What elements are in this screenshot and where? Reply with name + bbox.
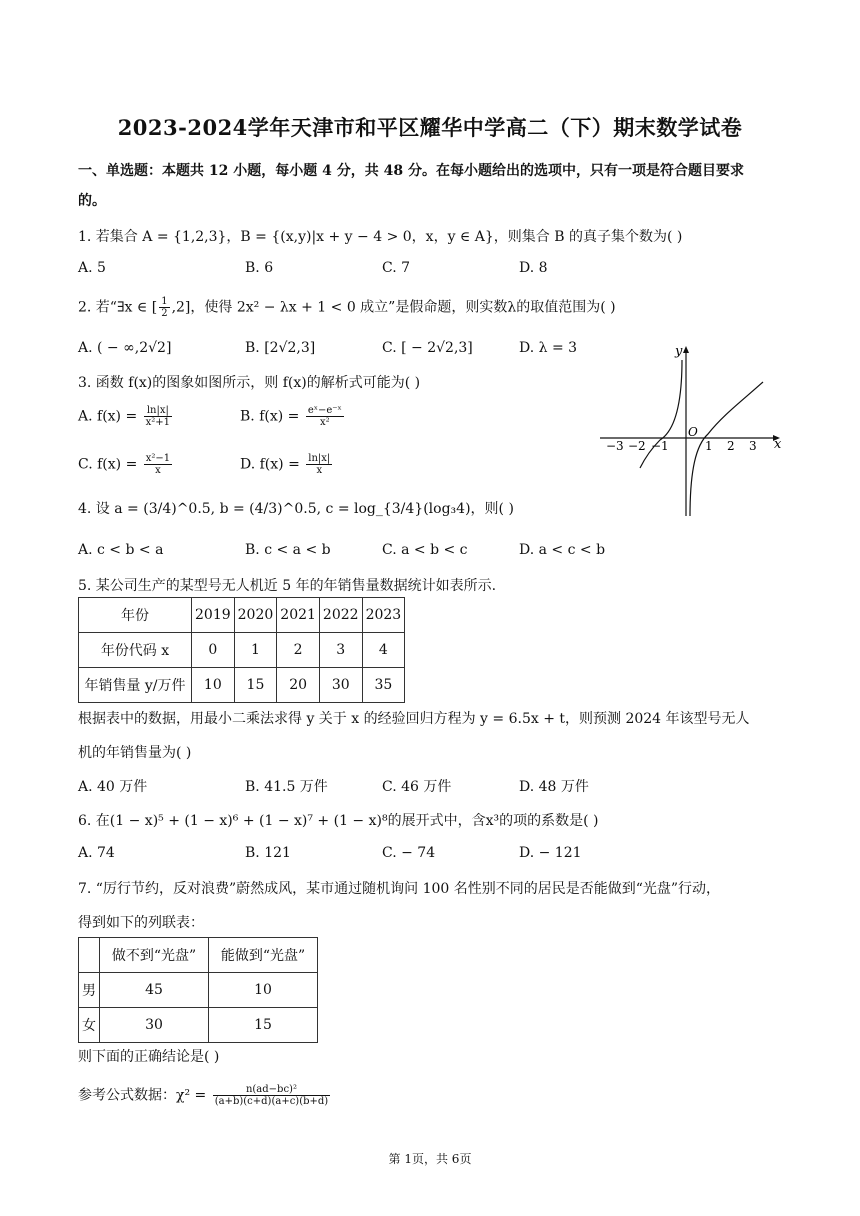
- y-axis-arrow: [683, 346, 689, 353]
- table-row: [79, 1008, 318, 1043]
- origin-label: O: [688, 425, 698, 439]
- q4-text: 4. 设 a = (3/4)^0.5, b = (4/3)^0.5, c = log_{3/4}(log₃4)，则( ): [78, 501, 514, 517]
- table-cell: 年份: [79, 598, 192, 633]
- q5-option-a: A. 40 万件: [78, 779, 148, 795]
- question-5-text2: 根据表中的数据，用最小二乘法求得 y 关于 x 的经验回归方程为 y = 6.5x + t，则预测 2024 年该型号无人: [78, 711, 750, 727]
- q5-option-b: B. 41.5 万件: [245, 779, 328, 795]
- x-axis-label: x: [774, 437, 782, 452]
- q2-option-d: D. λ = 3: [519, 340, 578, 356]
- q2-option-c: C. [ − 2√2,3]: [382, 340, 473, 356]
- q3-b-label: B. f(x) =: [240, 408, 304, 425]
- q3-c-num: x²−1: [145, 453, 171, 464]
- q3-b-fraction: [306, 405, 344, 428]
- table-cell: 2019: [192, 598, 235, 633]
- table-cell: 年销售量 y/万件: [79, 668, 192, 703]
- table-cell: 4: [362, 633, 405, 668]
- page-footer: 第 1页，共 6页: [388, 1152, 472, 1166]
- table-cell: 能做到“光盘”: [209, 938, 318, 973]
- table-cell: [79, 938, 100, 973]
- q6-option-a: A. 74: [78, 845, 115, 861]
- q3-d-den: x: [316, 465, 323, 476]
- tick-label-neg1: −1: [651, 439, 669, 453]
- table-cell: 2: [277, 633, 320, 668]
- q6-option-c: C. − 74: [382, 845, 436, 861]
- section-heading: 一、单选题：本题共 12 小题，每小题 4 分，共 48 分。在每小题给出的选项中，只有一项是符合题目要求: [78, 163, 744, 179]
- q3-c-fraction: [144, 453, 172, 476]
- question-6: 6. 在(1 − x)⁵ + (1 − x)⁶ + (1 − x)⁷ + (1 − x)⁸的展开式中，含x³的项的系数是( ): [78, 813, 599, 829]
- q4-option-c: C. a < b < c: [382, 542, 468, 558]
- table-cell: 2020: [234, 598, 277, 633]
- tick-label-neg3: −3: [606, 439, 624, 453]
- question-3: 3. 函数 f(x)的图象如图所示，则 f(x)的解析式可能为( ): [78, 375, 421, 391]
- q3-c-den: x: [155, 465, 161, 476]
- q5-option-c: C. 46 万件: [382, 779, 452, 795]
- tick-label-2: 2: [727, 439, 735, 453]
- table-cell: 20: [277, 668, 320, 703]
- table-cell: 10: [209, 973, 318, 1008]
- table-cell: 10: [192, 668, 235, 703]
- table-cell: 35: [362, 668, 405, 703]
- q1-option-d: D. 8: [519, 260, 548, 276]
- q2-text-pre: 2. 若“∃x ∈ [: [78, 299, 158, 316]
- q4-option-a: A. c < b < a: [78, 542, 164, 558]
- q2-fraction: [159, 296, 169, 319]
- sales-table: [78, 597, 405, 703]
- q3-option-d: [240, 453, 334, 476]
- q2-option-b: B. [2√2,3]: [245, 340, 316, 356]
- table-cell: 15: [234, 668, 277, 703]
- contingency-table: [78, 937, 318, 1043]
- q2-option-a: A. ( − ∞,2√2]: [78, 340, 172, 356]
- table-cell: 2021: [277, 598, 320, 633]
- q3-option-b: [240, 405, 346, 428]
- q4-option-d: D. a < c < b: [519, 542, 606, 558]
- q3-d-fraction: [306, 453, 332, 476]
- table-row: [79, 973, 318, 1008]
- question-7-text2: 得到如下的列联表：: [78, 915, 204, 931]
- section-heading-cont: 的。: [78, 193, 106, 209]
- question-7-text3: 则下面的正确结论是( ): [78, 1049, 220, 1065]
- q3-option-c: [78, 453, 174, 476]
- table-cell: 女: [79, 1008, 100, 1043]
- function-graph: [598, 340, 788, 520]
- table-cell: 45: [100, 973, 209, 1008]
- q6-option-b: B. 121: [245, 845, 291, 861]
- question-7: 7. “厉行节约，反对浪费”蔚然成风，某市通过随机询问 100 名性别不同的居民是否能做到“光盘”行动，: [78, 881, 721, 897]
- q4-option-b: B. c < a < b: [245, 542, 331, 558]
- question-5: 5. 某公司生产的某型号无人机近 5 年的年销售量数据统计如表所示.: [78, 578, 497, 594]
- formula-label: 参考公式数据：χ² =: [78, 1087, 211, 1104]
- table-cell: 30: [319, 668, 362, 703]
- q3-a-label: A. f(x) =: [78, 408, 142, 425]
- table-cell: 2023: [362, 598, 405, 633]
- table-cell: 男: [79, 973, 100, 1008]
- table-cell: 0: [192, 633, 235, 668]
- q3-b-num: eˣ−e⁻ˣ: [307, 405, 342, 416]
- question-1: 1. 若集合 A = {1,2,3}，B = {(x,y)|x + y − 4 > 0，x，y ∈ A}，则集合 B 的真子集个数为( ): [78, 229, 683, 245]
- q2-frac-num: 1: [161, 296, 168, 307]
- tick-label-3: 3: [749, 439, 757, 453]
- table-cell: 2022: [319, 598, 362, 633]
- question-5-text3: 机的年销售量为( ): [78, 745, 192, 761]
- table-row: [79, 668, 405, 703]
- table-cell: 30: [100, 1008, 209, 1043]
- question-2: [78, 296, 616, 319]
- tick-label-1: 1: [705, 439, 713, 453]
- q2-text-post: ,2]，使得 2x² − λx + 1 < 0 成立”是假命题，则实数λ的取值范围为( ): [171, 299, 616, 316]
- q1-option-c: C. 7: [382, 260, 411, 276]
- table-cell: 15: [209, 1008, 318, 1043]
- table-cell: 年份代码 x: [79, 633, 192, 668]
- y-axis-label: y: [675, 344, 683, 359]
- table-cell: 3: [319, 633, 362, 668]
- question-4: [78, 498, 514, 518]
- q3-c-label: C. f(x) =: [78, 456, 142, 473]
- table-cell: 做不到“光盘”: [100, 938, 209, 973]
- q2-frac-den: 2: [161, 308, 168, 319]
- q3-b-den: x²: [319, 417, 330, 428]
- formula-num: n(ad−bc)²: [213, 1084, 330, 1096]
- q3-a-fraction: [144, 405, 172, 428]
- q3-option-a: [78, 405, 174, 428]
- q5-option-d: D. 48 万件: [519, 779, 589, 795]
- table-row: [79, 938, 318, 973]
- page-title: 2023-2024学年天津市和平区耀华中学高二（下）期末数学试卷: [117, 115, 743, 140]
- q3-a-den: x²+1: [145, 417, 171, 428]
- formula-fraction: [213, 1084, 330, 1107]
- table-row: [79, 598, 405, 633]
- table-cell: 1: [234, 633, 277, 668]
- q3-d-label: D. f(x) =: [240, 456, 305, 473]
- q1-option-b: B. 6: [245, 260, 274, 276]
- formula-den: (a+b)(c+d)(a+c)(b+d): [214, 1096, 329, 1107]
- q3-a-num: ln|x|: [144, 405, 172, 417]
- tick-label-neg2: −2: [628, 439, 646, 453]
- q6-option-d: D. − 121: [519, 845, 582, 861]
- q3-d-num: ln|x|: [308, 453, 331, 464]
- table-row: [79, 633, 405, 668]
- reference-formula: [78, 1084, 332, 1107]
- q1-option-a: A. 5: [78, 260, 106, 276]
